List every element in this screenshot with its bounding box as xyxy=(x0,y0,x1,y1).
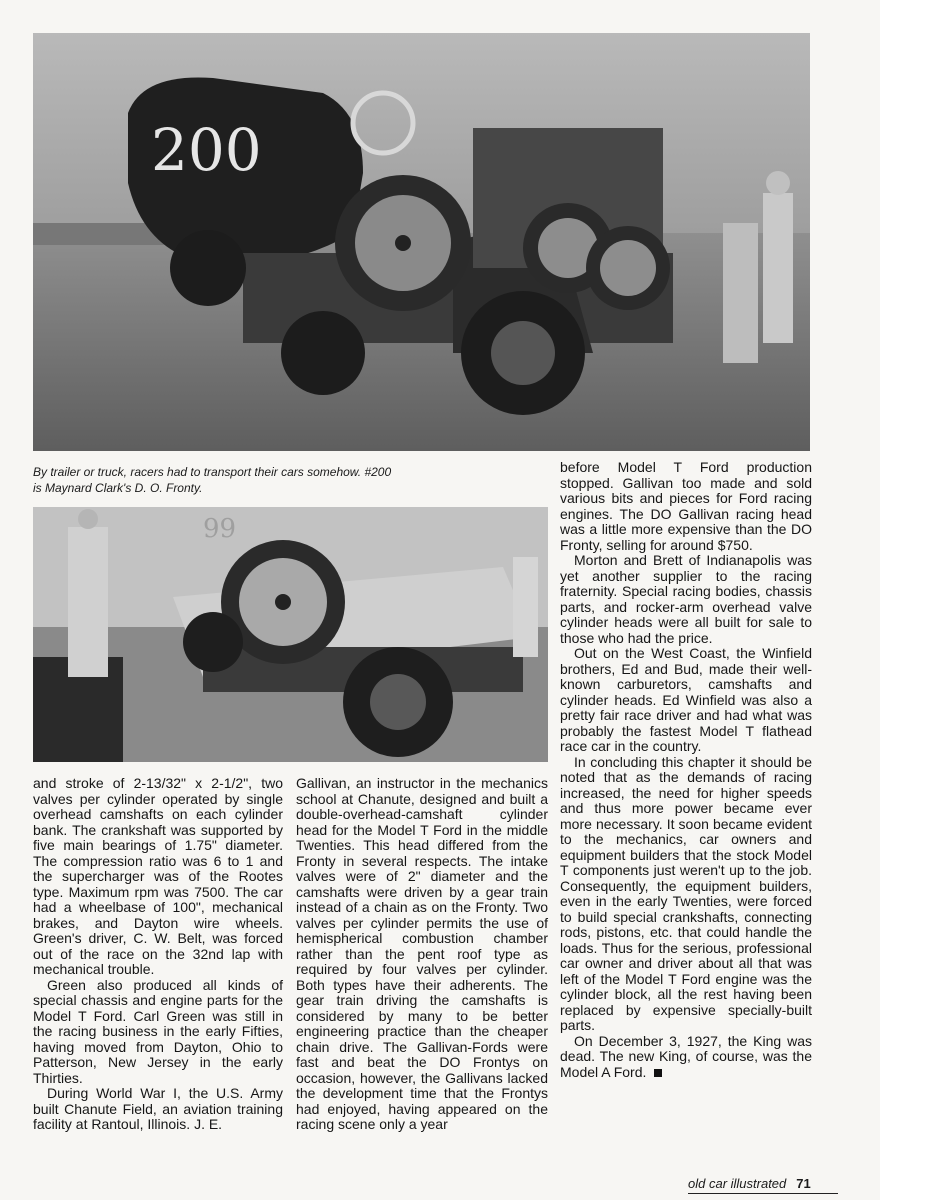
paragraph: and stroke of 2-13/32" x 2-1/2", two valves per cylinder operated by single overhead camshafts on each cylinder bank. The crankshaft was supported by five main bearings of 1.75" diameter. The compression ratio was 6 to 1 and the supercharger was of the Rootes type. Maximum rpm was 7500. The car had a wheelbase of 100", mechanical brakes, and Dayton wire wheels. Green's driver, C. W. Belt, was forced out of the race on the 32nd lap with mechanical trouble. xyxy=(33,775,283,977)
page-number: 71 xyxy=(796,1176,811,1191)
text-column-left xyxy=(33,776,283,1133)
race-car-number: 200 xyxy=(151,116,262,184)
photo-caption: By trailer or truck, racers had to transport their cars somehow. #200 is Maynard Clark's D. O. Fronty. xyxy=(33,465,392,495)
footer-rule xyxy=(688,1193,838,1194)
magazine-name: old car illustrated xyxy=(688,1176,787,1191)
trailer-car-number: 99 xyxy=(203,514,237,544)
closing-paragraph xyxy=(560,1034,812,1081)
photo-race-car-on-trailer xyxy=(33,507,548,762)
text-column-right xyxy=(560,460,812,1080)
paragraph: Out on the West Coast, the Winfield brothers, Ed and Bud, made their well-known carburetors, camshafts and cylinder heads. Ed Winfield was also a pretty fair race driver and had what was probably the fastest Model T flathead race car in the country. xyxy=(560,645,812,754)
paragraph: Gallivan, an instructor in the mechanics school at Chanute, designed and built a double-overhead-camshaft cylinder head for the Model T Ford in the middle Twenties. This head differed from the Fronty in several respects. The intake valves were of 2" diameter and the camshafts were driven by a gear train instead of a chain as on the Fronty. Two valves per cylinder permits the use of hemispherical combustion chamber rather than the pent roof type as required by four valves per cylinder. Both types have their adherents. The gear train driving the camshafts is considered by many to be better engineering practice than the cheaper chain drive. The Gallivan-Fords were fast and beat the DO Frontys on occasion, however, the Gallivans lacked the development time that the Frontys had enjoyed, having appeared on the racing scene only a year xyxy=(296,775,548,1132)
closing-text: On December 3, 1927, the King was dead. The new King, of course, was the Model A Ford. xyxy=(560,1032,812,1080)
end-mark-icon xyxy=(654,1069,662,1077)
paragraph: before Model T Ford production stopped. Gallivan too made and sold various bits and pieces for Ford racing engines. The DO Gallivan racing head was a little more expensive than the DO Fronty, selling for around $750. xyxy=(560,459,812,553)
paragraph: In concluding this chapter it should be noted that as the demands of racing increased, the need for higher speeds and thus more power became ever more necessary. It soon became evident to the mechanics, car owners and equipment builders that the stock Model T components just weren't up to the job. Consequently, the equipment builders, even in the early Twenties, were forced to build special crankshafts, connecting rods, pistons, etc. that could handle the loads. Thus for the serious, professional car owner and driver about all that was left of the Model T Ford engine was the cylinder block, all the rest having been replaced by expensive specially-built parts. xyxy=(560,753,812,1033)
page-footer xyxy=(688,1176,811,1191)
photo-top-illustration xyxy=(33,33,810,451)
text-column-middle xyxy=(296,776,548,1133)
photo-bottom-illustration xyxy=(33,507,548,762)
paragraph: Green also produced all kinds of special chassis and engine parts for the Model T Ford. Carl Green was still in the racing business in the early Fifties, having moved from Dayton, Ohio to Patterson, New Jersey in the early Thirties. xyxy=(33,976,283,1086)
photo-race-car-on-truck xyxy=(33,33,810,451)
paragraph: Morton and Brett of Indianapolis was yet another supplier to the racing fraternity. Special racing bodies, chassis parts, and rocker-arm overhead valve cylinder heads were all built for sale to those who had the price. xyxy=(560,552,812,646)
paragraph: During World War I, the U.S. Army built Chanute Field, an aviation training facility at Rantoul, Illinois. J. E. xyxy=(33,1085,283,1132)
